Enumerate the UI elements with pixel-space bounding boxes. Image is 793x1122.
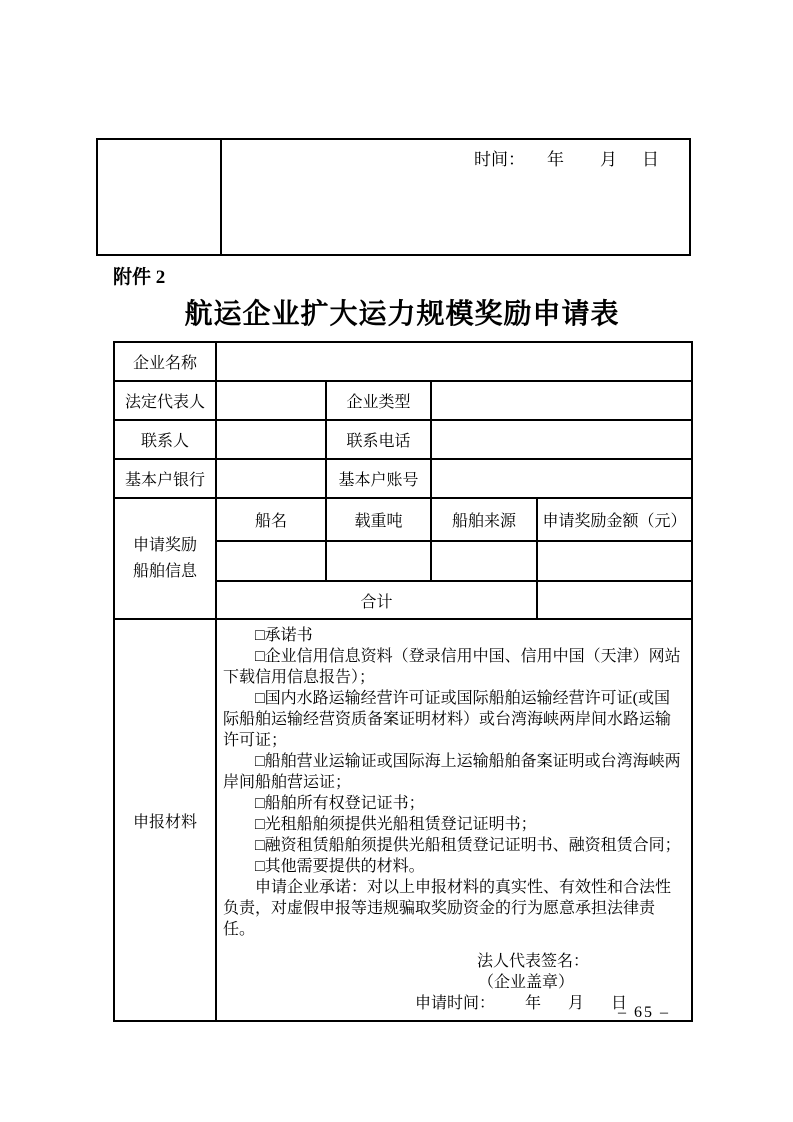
- deadweight-header: 载重吨: [326, 498, 431, 541]
- material-item-commitment-letter: □承诺书: [255, 627, 313, 644]
- materials-label: 申报材料: [114, 619, 216, 1021]
- material-item-ownership-cert: □船舶所有权登记证书；: [255, 795, 425, 812]
- material-item-credit-info: □企业信用信息资料（登录信用中国、信用中国（天津）网站下载信用信息报告）；: [223, 648, 681, 686]
- time-label: 时间：: [474, 150, 525, 169]
- total-value: [537, 581, 692, 619]
- page-number: – 65 –: [618, 1004, 670, 1021]
- account-value: [431, 459, 692, 498]
- legal-rep-label: 法定代表人: [114, 381, 216, 420]
- company-name-value: [216, 342, 692, 381]
- deadweight-value: [326, 541, 431, 581]
- apply-day-label: 日: [610, 995, 627, 1012]
- signature-line: 法人代表签名：: [476, 953, 589, 970]
- account-label: 基本户账号: [326, 459, 431, 498]
- material-item-other: □其他需要提供的材料。: [255, 858, 425, 875]
- apply-year-label: 年: [524, 995, 541, 1012]
- material-item-transport-license: □国内水路运输经营许可证或国际船舶运输经营许可证(或国际船舶运输经营资质备案证明材料）或台湾海峡两岸间水路运输许可证；: [223, 690, 672, 749]
- company-type-value: [431, 381, 692, 420]
- bank-row: [114, 459, 692, 498]
- legal-rep-row: [114, 381, 692, 420]
- bank-value: [216, 459, 326, 498]
- apply-month-label: 月: [567, 995, 584, 1012]
- materials-row: [114, 619, 692, 1021]
- ship-source-value: [431, 541, 537, 581]
- company-type-label: 企业类型: [326, 381, 431, 420]
- apply-time-line: [223, 993, 683, 1014]
- apply-time-label: 申请时间：: [414, 995, 495, 1012]
- fragment-row: [97, 139, 690, 255]
- previous-table-fragment: [96, 138, 691, 256]
- ship-name-header: 船名: [216, 498, 326, 541]
- time-month-label: 月: [600, 150, 617, 169]
- material-item-lease-contract: □融资租赁船舶须提供光船租赁登记证明书、融资租赁合同；: [255, 837, 681, 854]
- attachment-label: 附件 2: [113, 267, 166, 288]
- time-day-label: 日: [642, 150, 659, 169]
- company-seal-line: （企业盖章）: [477, 974, 574, 991]
- ship-name-value: [216, 541, 326, 581]
- contact-row: [114, 420, 692, 459]
- application-form-table: [113, 341, 693, 1022]
- fragment-empty-cell: [97, 139, 221, 255]
- contact-value: [216, 420, 326, 459]
- material-item-operation-cert: □船舶营业运输证或国际海上运输船舶备案证明或台湾海峡两岸间船舶营运证；: [223, 753, 681, 791]
- ship-source-header: 船舶来源: [431, 498, 537, 541]
- legal-rep-value: [216, 381, 326, 420]
- ship-header-row: [114, 498, 692, 541]
- contact-label: 联系人: [114, 420, 216, 459]
- reward-amount-header: 申请奖励金额（元）: [537, 498, 692, 541]
- company-name-label: 企业名称: [114, 342, 216, 381]
- form-title: 航运企业扩大运力规模奖励申请表: [184, 299, 620, 330]
- material-item-bareboat-cert: □光租船舶须提供光船租赁登记证明书；: [255, 816, 537, 833]
- materials-content: [216, 619, 692, 1021]
- ship-info-label-line2: 船舶信息: [132, 562, 197, 580]
- time-year-label: 年: [547, 150, 564, 169]
- fragment-time-cell: [221, 139, 690, 255]
- ship-info-label: [114, 498, 216, 619]
- ship-info-label-line1: 申请奖励: [132, 536, 197, 554]
- reward-amount-value: [537, 541, 692, 581]
- materials-commitment-paragraph: 申请企业承诺：对以上申报材料的真实性、有效性和合法性负责，对虚假申报等违规骗取奖励资金的行为愿意承担法律责任。: [223, 879, 672, 938]
- total-label: 合计: [216, 581, 537, 619]
- signature-block: [223, 951, 683, 1014]
- phone-label: 联系电话: [326, 420, 431, 459]
- bank-label: 基本户银行: [114, 459, 216, 498]
- company-name-row: [114, 342, 692, 381]
- phone-value: [431, 420, 692, 459]
